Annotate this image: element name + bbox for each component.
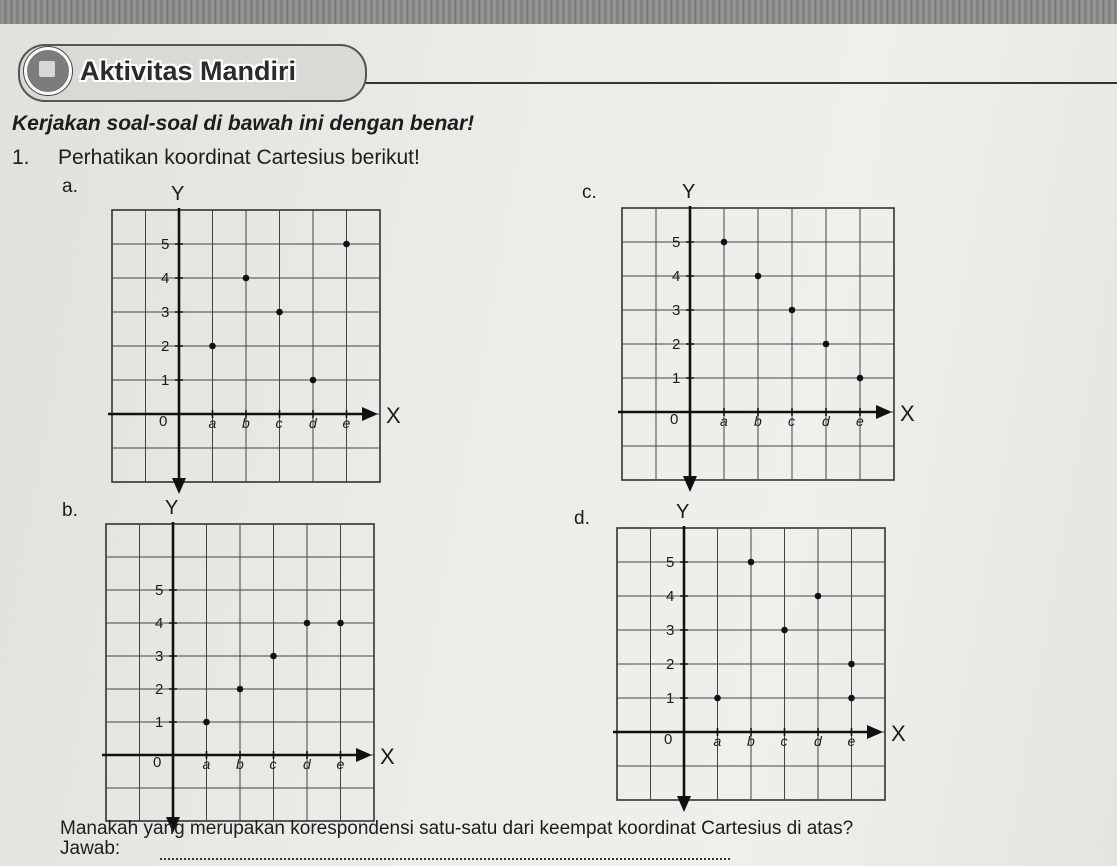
y-tick-label: 5 [155,582,164,599]
answer-input-line[interactable] [160,858,730,860]
y-tick-label: 4 [161,270,170,287]
x-tick-label: a [202,756,211,772]
cartesian-plane-d [605,498,925,828]
y-axis-label: Y [171,183,185,205]
data-point [304,620,311,627]
x-axis-arrow [356,748,372,762]
data-point [203,719,210,726]
question-number: 1. [12,146,30,169]
y-tick-label: 1 [666,690,675,707]
data-point [310,377,317,384]
data-point [755,273,762,280]
y-tick-label: 1 [155,714,164,731]
y-axis-label: Y [676,501,690,523]
data-point [721,239,728,246]
x-tick-label: d [309,415,317,431]
data-point [857,375,864,382]
x-tick-label: e [847,733,856,749]
y-tick-label: 3 [155,648,164,665]
x-tick-label: e [856,413,864,429]
panel-c-label: c. [582,182,597,203]
data-point [848,661,855,668]
origin-label: 0 [670,411,679,428]
y-tick-label: 2 [666,656,675,673]
section-title: Aktivitas Mandiri [80,56,297,86]
x-tick-label: d [814,733,822,749]
x-tick-label: d [303,756,311,772]
y-axis-arrow-down [677,796,691,812]
data-point [823,341,830,348]
y-tick-label: 5 [161,236,170,253]
data-point [714,695,721,702]
panel-b-label: b. [62,500,78,521]
x-axis-label: X [891,721,906,746]
data-point [276,309,283,316]
origin-label: 0 [159,413,168,430]
x-axis-label: X [380,744,395,769]
y-axis-label: Y [682,181,696,203]
y-tick-label: 3 [161,304,170,321]
x-tick-label: b [747,733,755,749]
instruction-text: Kerjakan soal-soal di bawah ini dengan benar! [12,112,475,135]
book-icon [24,47,72,95]
y-tick-label: 2 [672,336,681,353]
x-axis-arrow [362,407,378,421]
x-axis-arrow [867,725,883,739]
cartesian-plane-b [100,494,400,824]
cartesian-plane-c [610,176,930,506]
y-tick-label: 3 [666,622,675,639]
x-tick-label: a [208,415,217,431]
x-tick-label: e [336,756,345,772]
data-point [815,593,822,600]
y-axis-arrow-down [683,476,697,492]
y-tick-label: 1 [672,370,681,387]
x-tick-label: b [242,415,250,431]
x-tick-label: b [236,756,244,772]
y-tick-label: 4 [155,615,164,632]
data-point [748,559,755,566]
x-tick-label: d [822,413,830,429]
data-point [848,695,855,702]
panel-d-label: d. [574,508,590,529]
x-tick-label: e [342,415,351,431]
x-tick-label: c [275,415,283,431]
page-top-edge [0,0,1117,24]
data-point [781,627,788,634]
x-axis-arrow [876,405,892,419]
origin-label: 0 [664,731,673,748]
x-tick-label: a [713,733,722,749]
y-tick-label: 3 [672,302,681,319]
origin-label: 0 [153,754,162,771]
answer-label: Jawab: [60,838,121,859]
panel-a-label: a. [62,176,78,197]
x-axis-label: X [900,401,915,426]
x-tick-label: b [754,413,762,429]
x-tick-label: c [780,733,788,749]
x-axis-label: X [386,403,401,428]
data-point [243,275,250,282]
y-tick-label: 4 [672,268,681,285]
question-text: Perhatikan koordinat Cartesius berikut! [58,146,420,169]
data-point [343,241,350,248]
question-1 [12,146,420,170]
data-point [209,343,216,350]
data-point [789,307,796,314]
data-point [237,686,244,693]
x-tick-label: c [269,756,277,772]
y-axis-label: Y [165,497,179,519]
cartesian-plane-a [100,170,400,510]
y-tick-label: 5 [666,554,675,571]
y-tick-label: 5 [672,234,681,251]
y-tick-label: 4 [666,588,675,605]
y-tick-label: 2 [161,338,170,355]
data-point [270,653,277,660]
x-tick-label: a [720,413,728,429]
y-tick-label: 2 [155,681,164,698]
y-axis-arrow-down [172,478,186,494]
y-tick-label: 1 [161,372,170,389]
final-question: Manakah yang merupakan korespondensi satu-satu dari keempat koordinat Cartesius di atas? [60,818,854,839]
data-point [337,620,344,627]
x-tick-label: c [788,413,795,429]
